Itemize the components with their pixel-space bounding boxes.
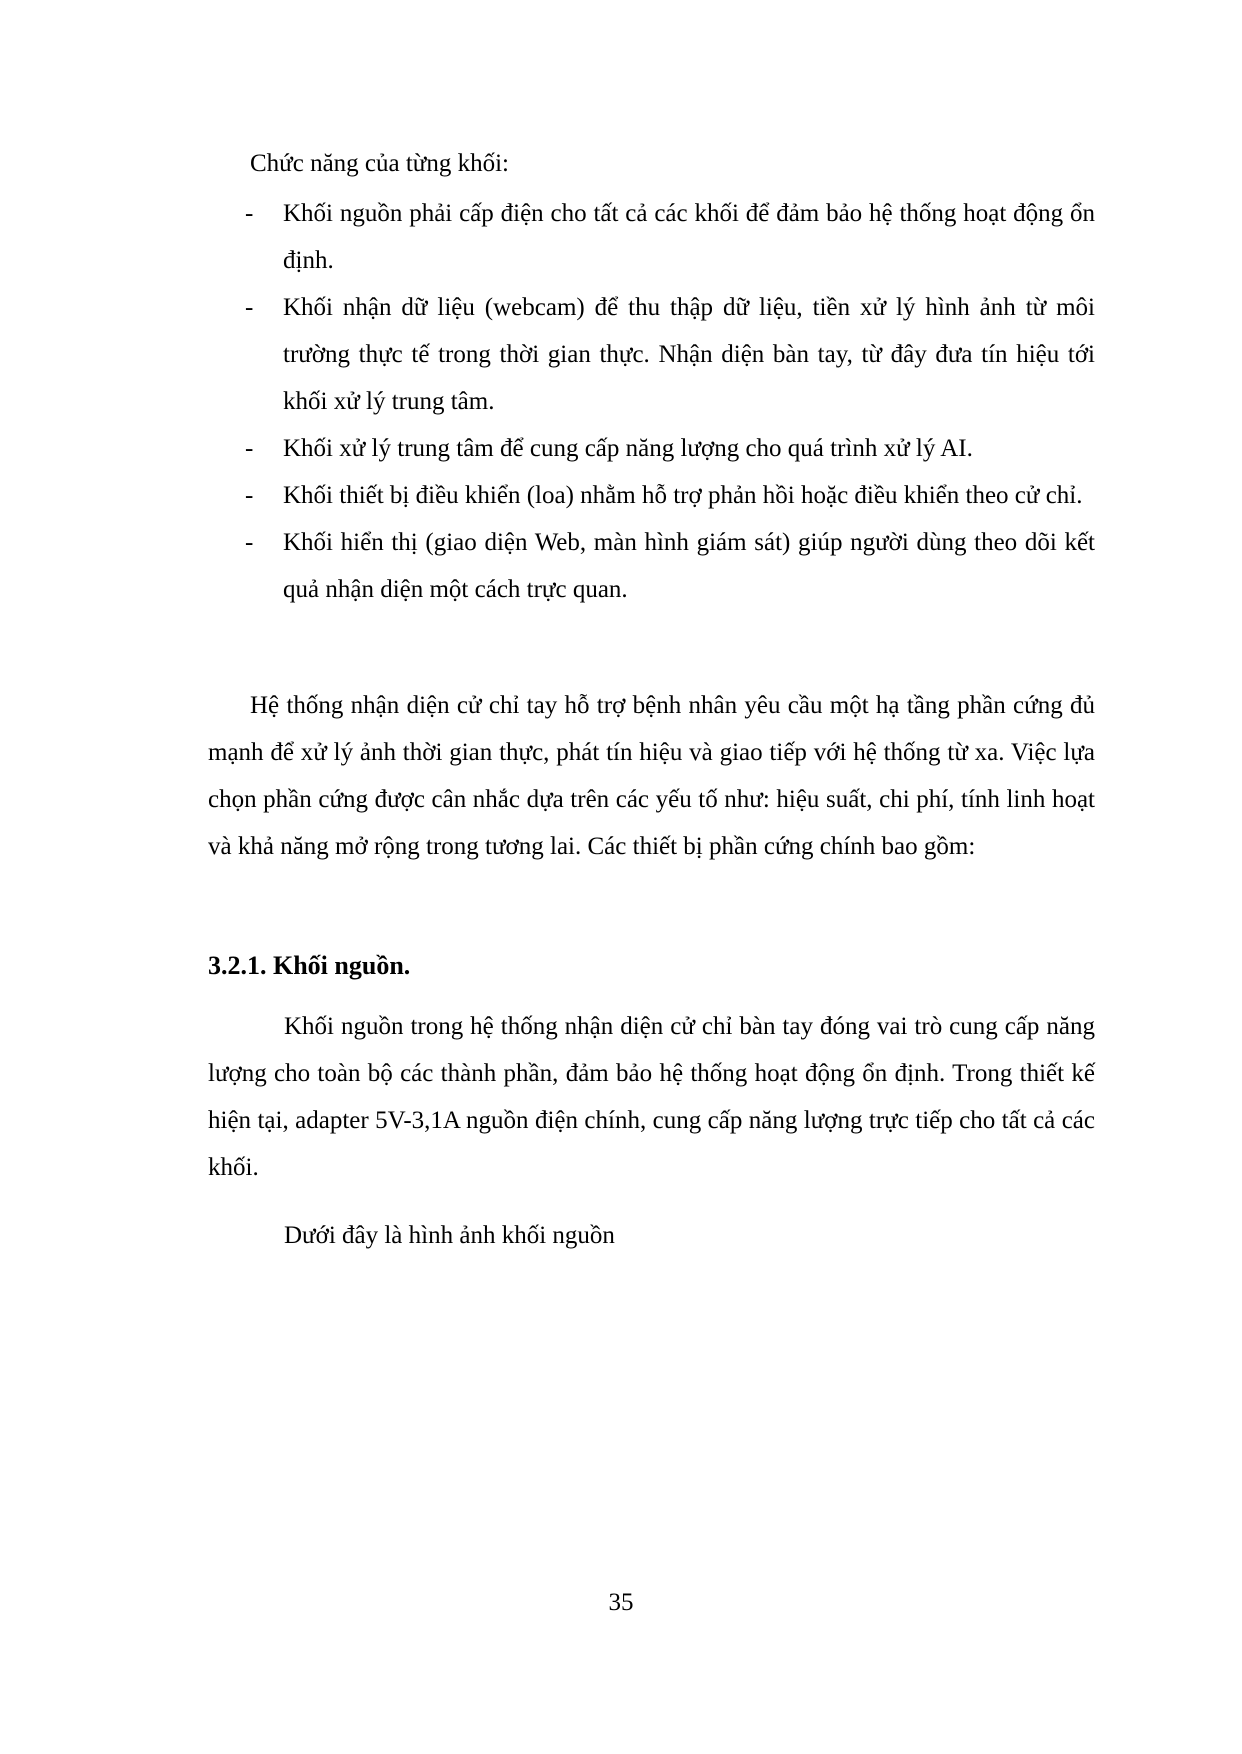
bullet-dash: - [245, 482, 254, 509]
list-item-text: Khối thiết bị điều khiển (loa) nhằm hỗ trợ phản hồi hoặc điều khiển theo cử chỉ. [283, 482, 1083, 509]
bullet-dash: - [245, 435, 254, 462]
list-item [245, 190, 1095, 284]
power-block-paragraph: Khối nguồn trong hệ thống nhận diện cử chỉ bàn tay đóng vai trò cung cấp năng lượng cho toàn bộ các thành phần, đảm bảo hệ thống hoạt động ổn định. Trong thiết kế hiện tại, adapter 5V-3,1A nguồn điện chính, cung cấp năng lượng trực tiếp cho tất cả các khối. [208, 1013, 1095, 1181]
bullet-dash: - [245, 294, 254, 321]
function-list [245, 190, 1095, 613]
figure-intro-line: Dưới đây là hình ảnh khối nguồn [284, 1222, 615, 1249]
list-item [245, 425, 1095, 472]
list-item [245, 519, 1095, 613]
section-heading: 3.2.1. Khối nguồn. [208, 951, 411, 980]
intro-line: Chức năng của từng khối: [250, 150, 509, 177]
hardware-paragraph: Hệ thống nhận diện cử chỉ tay hỗ trợ bệnh nhân yêu cầu một hạ tầng phần cứng đủ mạnh để xử lý ảnh thời gian thực, phát tín hiệu và giao tiếp với hệ thống từ xa. Việc lựa chọn phần cứng được cân nhắc dựa trên các yếu tố như: hiệu suất, chi phí, tính linh hoạt và khả năng mở rộng trong tương lai. Các thiết bị phần cứng chính bao gồm: [208, 692, 1095, 860]
list-item-text: Khối xử lý trung tâm để cung cấp năng lượng cho quá trình xử lý AI. [283, 435, 973, 462]
list-item-text: Khối nguồn phải cấp điện cho tất cả các khối để đảm bảo hệ thống hoạt động ổn định. [283, 200, 1095, 274]
list-item [245, 284, 1095, 425]
bullet-dash: - [245, 529, 254, 556]
bullet-dash: - [245, 200, 254, 227]
list-item-text: Khối hiển thị (giao diện Web, màn hình giám sát) giúp người dùng theo dõi kết quả nhận diện một cách trực quan. [283, 529, 1095, 603]
list-item [245, 472, 1095, 519]
list-item-text: Khối nhận dữ liệu (webcam) để thu thập dữ liệu, tiền xử lý hình ảnh từ môi trường thực tế trong thời gian thực. Nhận diện bàn tay, từ đây đưa tín hiệu tới khối xử lý trung tâm. [283, 294, 1095, 415]
page-number: 35 [608, 1589, 634, 1616]
